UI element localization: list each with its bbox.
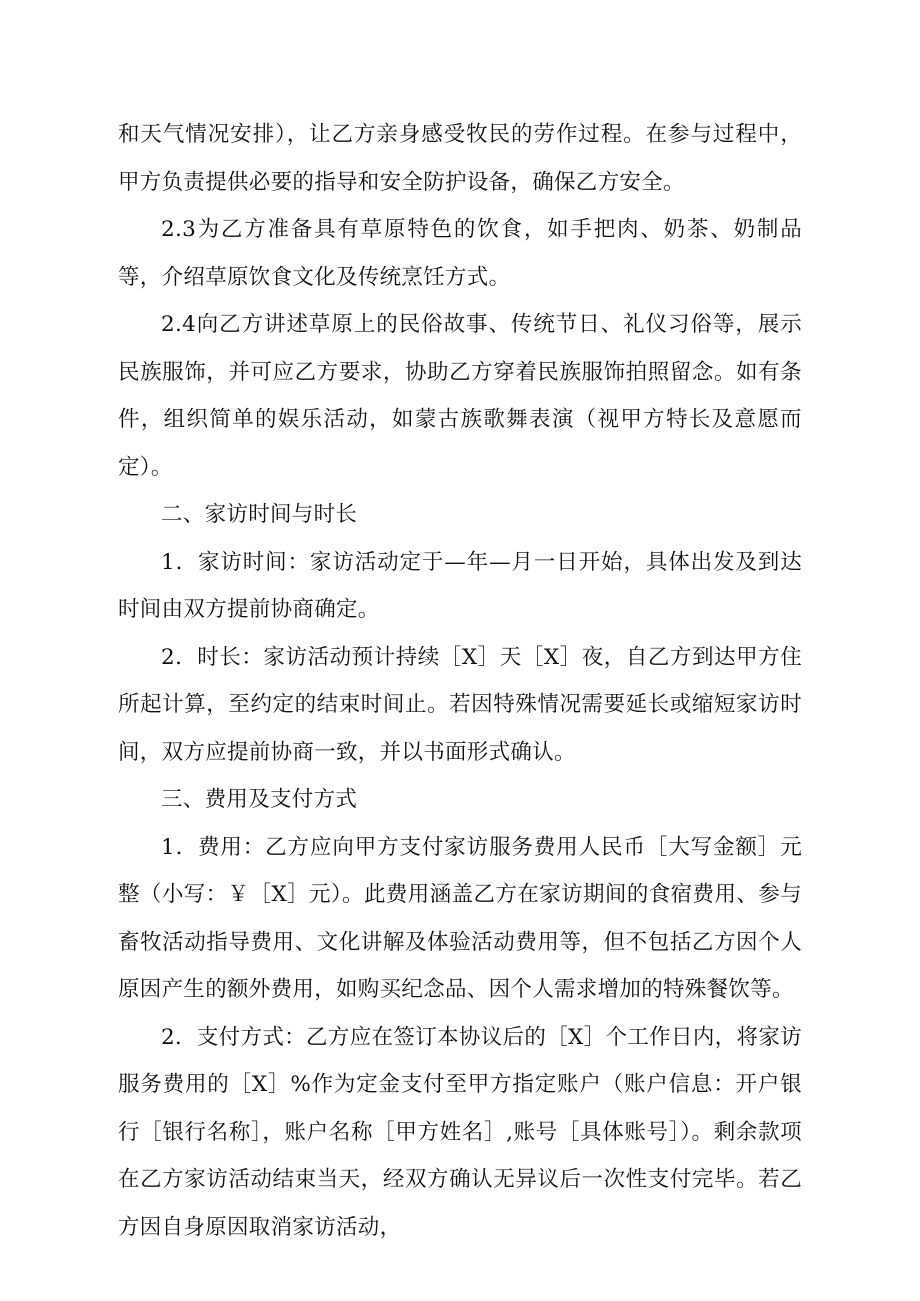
section-heading-fees: 三、费用及支付方式 bbox=[161, 787, 358, 812]
paragraph-item-2-4: 2.4向乙方讲述草原上的民俗故事、传统节日、礼仪习俗等，展示民族服饰，并可应乙方要求，协助乙方穿着民族服饰拍照留念。如有条件，组织简单的娱乐活动，如蒙古族歌舞表演（视甲方特长及意愿而定）。 bbox=[118, 312, 802, 480]
section-heading-visit-time: 二、家访时间与时长 bbox=[161, 502, 358, 527]
paragraph-continuation: 和天气情况安排），让乙方亲身感受牧民的劳作过程。在参与过程中，甲方负责提供必要的指导和安全防护设备，确保乙方安全。 bbox=[118, 122, 802, 195]
paragraph-fees: 1．费用：乙方应向甲方支付家访服务费用人民币［大写金额］元整（小写：￥［X］元）。此费用涵盖乙方在家访期间的食宿费用、参与畜牧活动指导费用、文化讲解及体验活动费用等，但不包括乙方因个人原因产生的额外费用，如购买纪念品、因个人需求增加的特殊餐饮等。 bbox=[118, 834, 802, 1002]
paragraph-visit-time: 1．家访时间：家访活动定于—年—月一日开始，具体出发及到达时间由双方提前协商确定。 bbox=[118, 549, 802, 622]
paragraph-item-2-3: 2.3为乙方准备具有草原特色的饮食，如手把肉、奶茶、奶制品等，介绍草原饮食文化及传统烹饪方式。 bbox=[118, 217, 802, 290]
paragraph-duration: 2．时长：家访活动预计持续［X］天［X］夜，自乙方到达甲方住所起计算，至约定的结束时间止。若因特殊情况需要延长或缩短家访时间，双方应提前协商一致，并以书面形式确认。 bbox=[118, 644, 802, 765]
document-page bbox=[118, 111, 802, 1251]
paragraph-payment-method: 2．支付方式：乙方应在签订本协议后的［X］个工作日内，将家访服务费用的［X］%作为定金支付至甲方指定账户（账户信息：开户银行［银行名称］，账户名称［甲方姓名］,账号［具体账号］）。剩余款项在乙方家访活动结束当天，经双方确认无异议后一次性支付完毕。若乙方因自身原因取消家访活动， bbox=[118, 1024, 802, 1240]
